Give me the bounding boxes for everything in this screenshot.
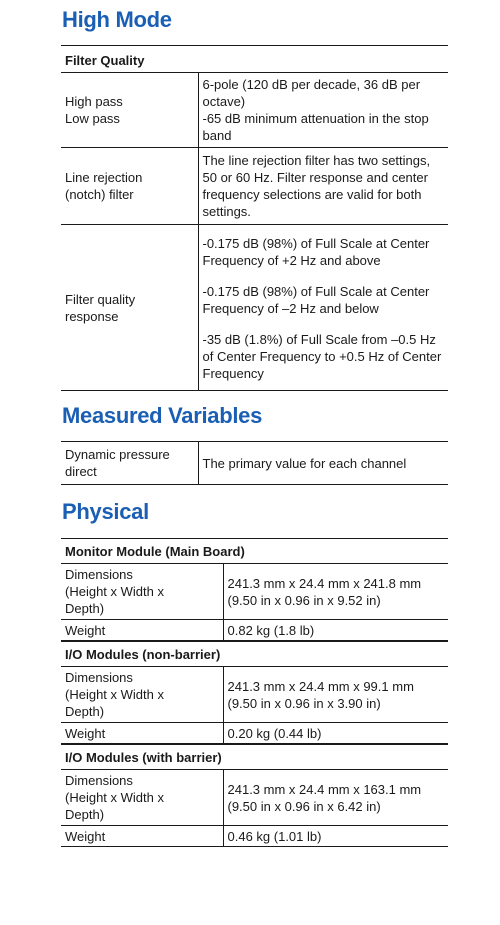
- io-with-barrier-weight-label: Weight: [61, 826, 223, 847]
- physical-table: [61, 538, 448, 847]
- table-row: [61, 826, 448, 847]
- table-row: [61, 564, 448, 620]
- dynamic-pressure-label: Dynamic pressure direct: [61, 442, 198, 485]
- table-row: [61, 73, 448, 148]
- measured-variables-table: [61, 441, 448, 485]
- io-with-barrier-dimensions-value: 241.3 mm x 24.4 mm x 163.1 mm (9.50 in x 0.96 in x 6.42 in): [223, 770, 448, 826]
- io-non-barrier-dimensions-label: Dimensions (Height x Width x Depth): [61, 667, 223, 723]
- physical-heading: Physical: [62, 499, 149, 524]
- io-with-barrier-dimensions-label: Dimensions (Height x Width x Depth): [61, 770, 223, 826]
- table-row: [61, 225, 448, 391]
- monitor-dimensions-value: 241.3 mm x 24.4 mm x 241.8 mm (9.50 in x 0.96 in x 9.52 in): [223, 564, 448, 620]
- response-half-hz: -35 dB (1.8%) of Full Scale from –0.5 Hz of Center Frequency to +0.5 Hz of Center Frequency: [202, 331, 442, 381]
- io-with-barrier-weight-value: 0.46 kg (1.01 lb): [223, 826, 448, 847]
- monitor-weight-value: 0.82 kg (1.8 lb): [223, 620, 448, 642]
- monitor-weight-label: Weight: [61, 620, 223, 642]
- table-row: [61, 770, 448, 826]
- dynamic-pressure-value: The primary value for each channel: [198, 442, 448, 485]
- io-non-barrier-weight-value: 0.20 kg (0.44 lb): [223, 723, 448, 745]
- measured-variables-heading: Measured Variables: [62, 403, 263, 428]
- table-row: [61, 723, 448, 745]
- monitor-module-group-label: Monitor Module (Main Board): [61, 539, 448, 564]
- line-rejection-value: The line rejection filter has two settings, 50 or 60 Hz. Filter response and center frequency selections are valid for both settings.: [198, 148, 448, 225]
- monitor-dimensions-label: Dimensions (Height x Width x Depth): [61, 564, 223, 620]
- high-low-pass-label: High pass Low pass: [61, 73, 198, 148]
- filter-quality-table: [61, 45, 448, 391]
- filter-quality-group-label: Filter Quality: [61, 46, 448, 73]
- response-plus-2hz: -0.175 dB (98%) of Full Scale at Center Frequency of +2 Hz and above: [202, 235, 430, 268]
- line-rejection-label: Line rejection (notch) filter: [61, 148, 198, 225]
- io-non-barrier-dimensions-value: 241.3 mm x 24.4 mm x 99.1 mm (9.50 in x 0.96 in x 3.90 in): [223, 667, 448, 723]
- table-row: [61, 667, 448, 723]
- filter-quality-response-label: Filter quality response: [61, 225, 198, 391]
- response-minus-2hz: -0.175 dB (98%) of Full Scale at Center Frequency of –2 Hz and below: [202, 283, 430, 316]
- io-with-barrier-group-label: I/O Modules (with barrier): [61, 744, 448, 770]
- filter-quality-response-value: [198, 225, 448, 391]
- table-row: [61, 442, 448, 485]
- io-non-barrier-weight-label: Weight: [61, 723, 223, 745]
- high-mode-heading: High Mode: [62, 7, 172, 32]
- table-row: [61, 148, 448, 225]
- table-row: [61, 620, 448, 642]
- high-low-pass-value: 6-pole (120 dB per decade, 36 dB per octave) -65 dB minimum attenuation in the stop band: [198, 73, 448, 148]
- io-non-barrier-group-label: I/O Modules (non-barrier): [61, 641, 448, 667]
